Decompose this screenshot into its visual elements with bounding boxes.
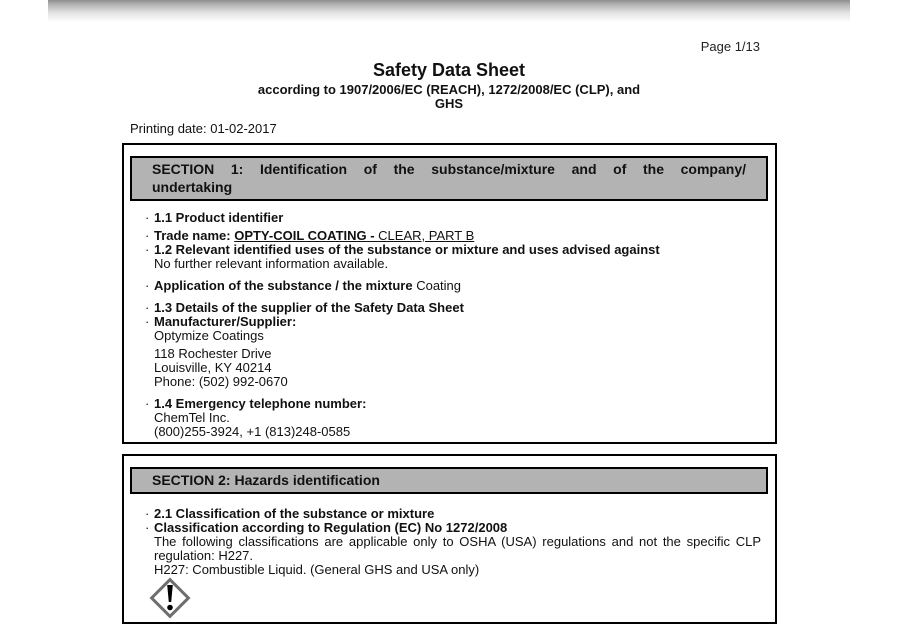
emergency-numbers-value: (800)255-3924, +1 (813)248-0585 <box>154 424 351 439</box>
manufacturer-city-value: Louisville, KY 40214 <box>154 360 272 375</box>
classification-regulation-label: Classification according to Regulation (EC) No 1272/2008 <box>154 520 508 535</box>
document-subtitle-line1: according to 1907/2006/EC (REACH), 1272/2008/EC (CLP), and <box>257 82 641 97</box>
emergency-phone-label: 1.4 Emergency telephone number: <box>154 396 367 411</box>
section-2-body <box>124 494 775 577</box>
manufacturer-phone <box>154 375 761 389</box>
page-number: Page 1/13 <box>700 39 760 54</box>
classification-heading-label: 2.1 Classification of the substance or mixture <box>154 506 435 521</box>
classification-note-paragraph <box>154 535 761 563</box>
ghs-exclamation-mark-diamond-icon <box>148 576 192 620</box>
no-further-info-value: No further relevant information available. <box>154 256 389 271</box>
bullet-dot: · <box>145 210 150 225</box>
application-value: Coating <box>416 278 462 293</box>
bullet-dot: · <box>145 300 150 315</box>
section-1-header <box>130 156 768 201</box>
emergency-numbers <box>154 425 761 439</box>
h227-statement <box>154 563 761 577</box>
manufacturer-label: Manufacturer/Supplier: <box>154 314 297 329</box>
printing-date: Printing date: 01-02-2017 <box>130 121 277 136</box>
h227-statement-text: H227: Combustible Liquid. (General GHS and USA only) <box>154 562 480 577</box>
trade-name-line <box>145 228 761 243</box>
relevant-uses-heading <box>145 242 761 257</box>
manufacturer-phone-value: Phone: (502) 992-0670 <box>154 374 288 389</box>
manufacturer-street-value: 118 Rochester Drive <box>154 346 272 361</box>
manufacturer-name-value: Optymize Coatings <box>154 328 264 343</box>
bullet-dot: · <box>145 228 150 243</box>
section-1-header-line1: SECTION 1: Identification of the substance/mixture and of the company/ <box>152 161 746 177</box>
bullet-dot: · <box>145 242 150 257</box>
section-2-box <box>122 454 777 624</box>
trade-name-label: Trade name: <box>154 228 235 243</box>
emergency-company <box>154 411 761 425</box>
bullet-dot: · <box>145 396 150 411</box>
bullet-dot: · <box>145 520 150 535</box>
bullet-dot: · <box>145 278 150 293</box>
emergency-phone-heading <box>145 396 761 411</box>
manufacturer-heading <box>145 314 761 329</box>
classification-note-text: The following classifications are applicable only to OSHA (USA) regulations and not the specific CLP regulation: H227. <box>154 534 761 563</box>
document-title: Safety Data Sheet <box>372 60 526 80</box>
manufacturer-city <box>154 361 761 375</box>
supplier-details-label: 1.3 Details of the supplier of the Safety Data Sheet <box>154 300 464 315</box>
product-identifier-label: 1.1 Product identifier <box>154 210 284 225</box>
relevant-uses-label: 1.2 Relevant identified uses of the substance or mixture and uses advised against <box>154 242 660 257</box>
document-header <box>130 60 768 111</box>
emergency-company-value: ChemTel Inc. <box>154 410 230 425</box>
classification-regulation-heading <box>145 520 761 535</box>
application-label: Application of the substance / the mixture <box>154 278 417 293</box>
trade-name-product-bold: OPTY-COIL COATING - <box>234 228 379 243</box>
trade-name-product-variant: CLEAR, PART B <box>378 228 475 243</box>
section-2-header-text: SECTION 2: Hazards identification <box>152 472 380 488</box>
manufacturer-name <box>154 329 761 343</box>
section-1-box <box>122 143 777 444</box>
product-identifier-heading <box>145 210 761 225</box>
section-2-header <box>130 467 768 494</box>
section-1-body <box>124 201 775 439</box>
bullet-dot: · <box>145 314 150 329</box>
classification-heading <box>145 506 761 521</box>
section-1-header-line2: undertaking <box>152 179 233 195</box>
page-top-shadow <box>48 0 850 22</box>
manufacturer-street <box>154 347 761 361</box>
document-subtitle-line2: GHS <box>434 96 464 111</box>
no-further-info-text <box>154 257 761 271</box>
application-line <box>145 278 761 293</box>
supplier-details-heading <box>145 300 761 315</box>
bullet-dot: · <box>145 506 150 521</box>
